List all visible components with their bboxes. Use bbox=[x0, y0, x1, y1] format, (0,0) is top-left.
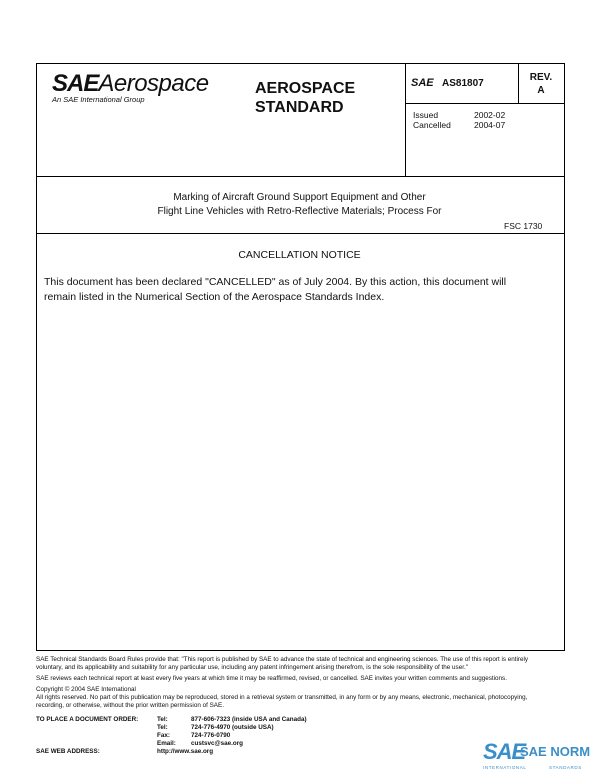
logo-aerospace-text: Aerospace bbox=[98, 70, 209, 97]
standard-title-line2: STANDARD bbox=[255, 99, 344, 116]
footer-copyright: Copyright © 2004 SAE International bbox=[36, 686, 136, 693]
title-divider bbox=[36, 233, 565, 234]
watermark-sae-norm: SAE NORM bbox=[520, 744, 591, 759]
document-frame bbox=[36, 63, 565, 651]
email-value[interactable]: custsvc@sae.org bbox=[191, 740, 243, 747]
footer-rights-line2: recording, or otherwise, without the prior written permission of SAE. bbox=[36, 702, 224, 709]
fax-label: Fax: bbox=[157, 732, 170, 739]
web-value[interactable]: http://www.sae.org bbox=[157, 748, 214, 755]
fsc-code: FSC 1730 bbox=[504, 221, 543, 231]
header-divider bbox=[36, 176, 565, 177]
rev-label: REV. bbox=[529, 72, 553, 83]
document-title-line2: Flight Line Vehicles with Retro-Reflective Materials; Process For bbox=[157, 206, 442, 217]
tel-label: Tel: bbox=[157, 716, 168, 723]
notice-body-line1: This document has been declared "CANCELLED" as of July 2004. By this action, this document will bbox=[44, 276, 507, 288]
document-number: AS81807 bbox=[442, 78, 484, 89]
issued-label: Issued bbox=[413, 110, 439, 120]
watermark-sub-left: INTERNATIONAL bbox=[483, 765, 527, 770]
footer-rules-line1: SAE Technical Standards Board Rules provide that: "This report is published by SAE to advance the state of technical and engineering sciences. The use of this report is entirely bbox=[36, 656, 529, 663]
tel-value: 877-606-7323 (inside USA and Canada) bbox=[191, 716, 307, 723]
tel2-value: 724-776-4970 (outside USA) bbox=[191, 724, 274, 731]
logo-sae-text: SAE bbox=[52, 70, 99, 97]
footer-review: SAE reviews each technical report at least every five years at which time it may be reaffirmed, revised, or cancelled. SAE invites your written comments and suggestions. bbox=[36, 675, 507, 682]
header-vertical-divider bbox=[405, 63, 406, 177]
fax-value: 724-776-0790 bbox=[191, 732, 231, 739]
footer-rights-line1: All rights reserved. No part of this publication may be reproduced, stored in a retrieval system or transmitted, in any form or by any means, electronic, mechanical, photocopying, bbox=[36, 694, 528, 701]
standard-title-line1: AEROSPACE bbox=[255, 80, 356, 97]
sae-aerospace-logo bbox=[52, 70, 209, 98]
logo-tagline: An SAE International Group bbox=[52, 95, 145, 104]
issued-date: 2002-02 bbox=[474, 110, 506, 120]
rev-value: A bbox=[537, 85, 545, 96]
watermark-sae-logo: SAE bbox=[483, 739, 526, 764]
document-title-line1: Marking of Aircraft Ground Support Equipment and Other bbox=[173, 192, 426, 203]
cancellation-notice-heading: CANCELLATION NOTICE bbox=[238, 249, 361, 261]
order-label: TO PLACE A DOCUMENT ORDER: bbox=[36, 716, 139, 723]
footer-rules-line2: voluntary, and its applicability and suitability for any particular use, including any patent infringement arising therefrom, is the sole responsibility of the user." bbox=[36, 664, 468, 671]
cancelled-label: Cancelled bbox=[413, 120, 451, 130]
web-label: SAE WEB ADDRESS: bbox=[36, 748, 100, 755]
watermark-sub-right: STANDARDS bbox=[549, 765, 582, 770]
notice-body-line2: remain listed in the Numerical Section of the Aerospace Standards Index. bbox=[44, 291, 385, 303]
tel2-label: Tel: bbox=[157, 724, 168, 731]
cancelled-date: 2004-07 bbox=[474, 120, 506, 130]
docnum-divider bbox=[405, 103, 564, 104]
email-label: Email: bbox=[157, 740, 176, 747]
mini-sae-logo: SAE bbox=[411, 77, 434, 89]
